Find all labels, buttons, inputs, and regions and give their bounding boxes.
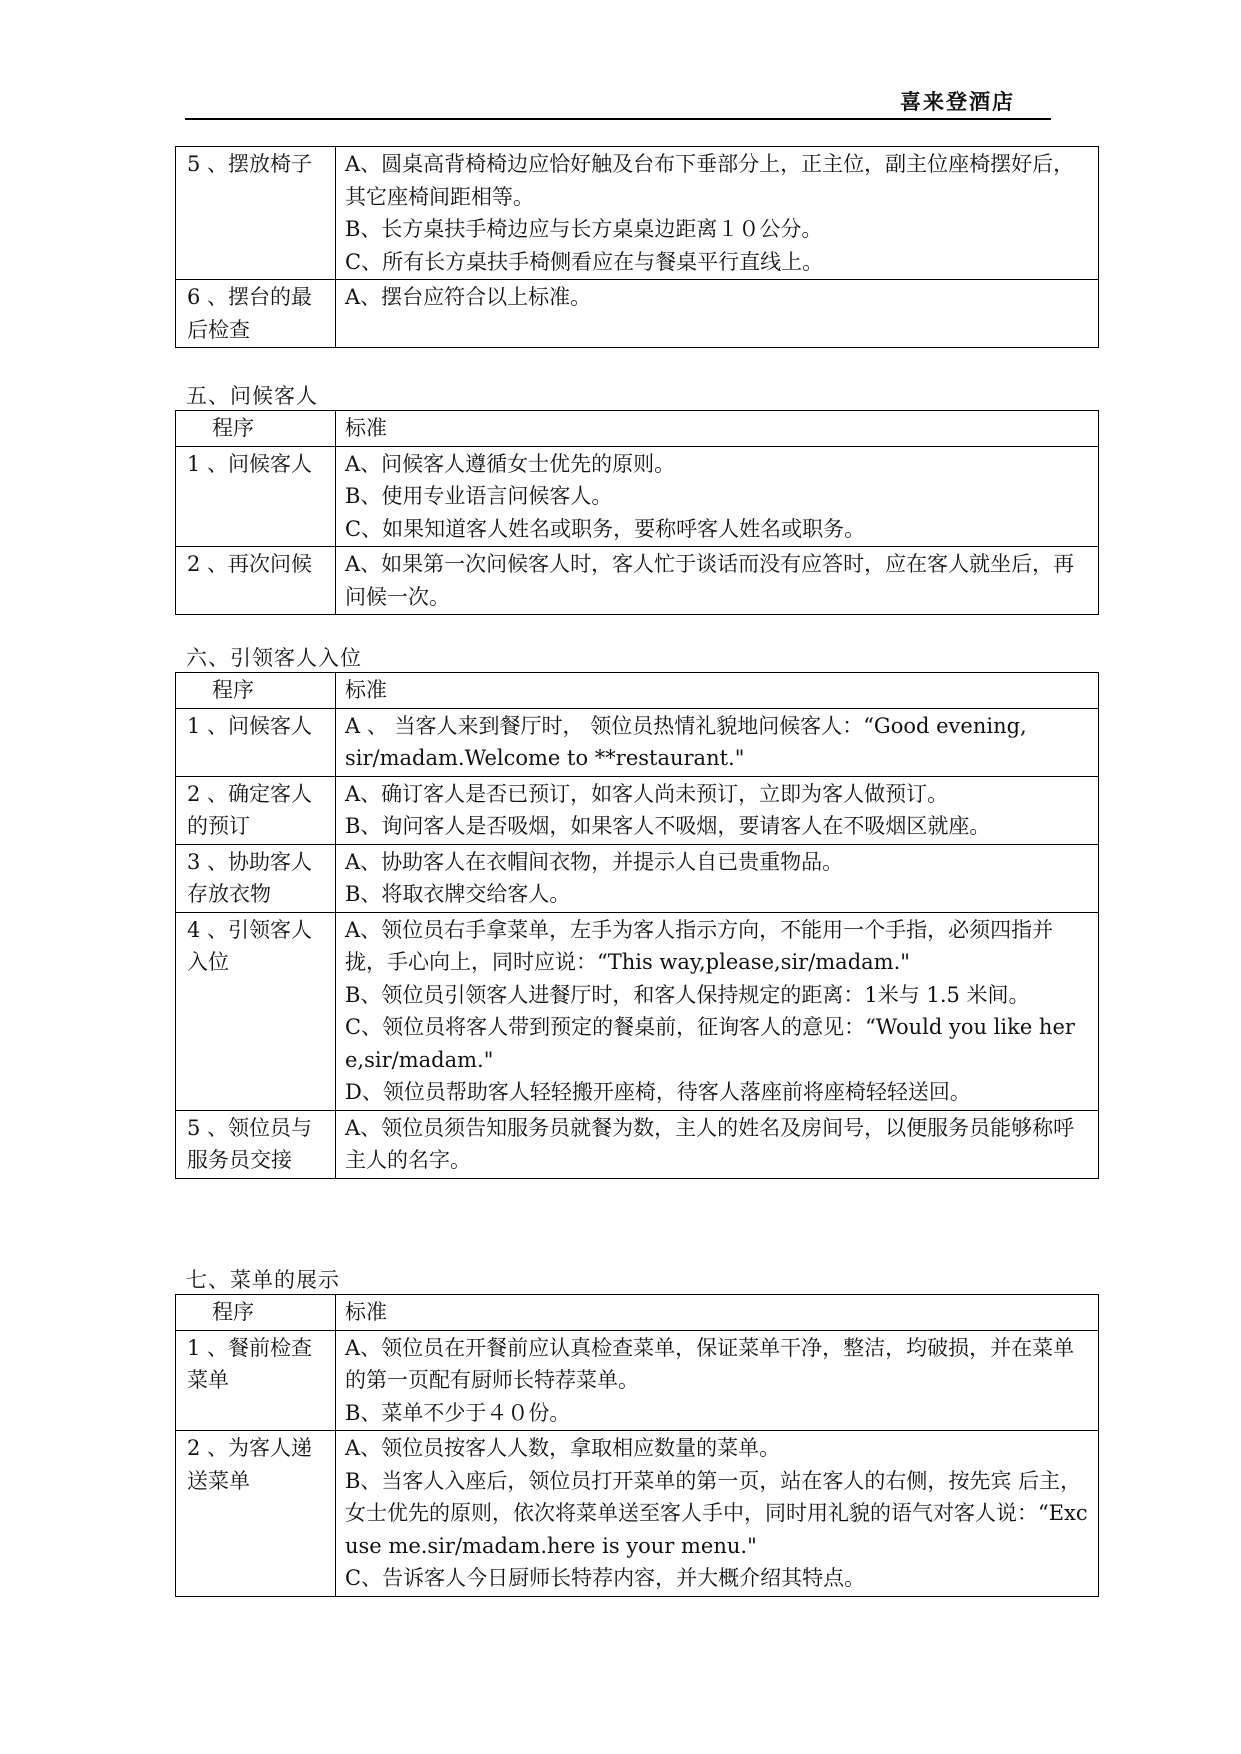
std-line: B、将取衣牌交给客人。: [345, 882, 571, 906]
std-line: A、摆台应符合以上标准。: [345, 285, 592, 309]
col-header-proc: 程序: [176, 411, 336, 447]
table-row: [176, 912, 1099, 1110]
std-line: A、确订客人是否已预订，如客人尚未预订，立即为客人做预订。: [345, 781, 949, 806]
std-cell: [336, 844, 1099, 912]
std-line: A、问候客人遵循女士优先的原则。: [345, 451, 676, 476]
proc-cell: 1 、餐前检查菜单: [176, 1330, 336, 1431]
std-line: B、领位员引领客人进餐厅时，和客人保持规定的距离：1米与 1.5 米间。: [345, 982, 1030, 1007]
std-line: B、询问客人是否吸烟，如果客人不吸烟，要请客人在不吸烟区就座。: [345, 814, 991, 838]
table-greet-guests: [175, 410, 1099, 615]
proc-cell: 1 、问候客人: [176, 446, 336, 547]
table-row: [176, 446, 1099, 547]
proc-cell: 3 、协助客人存放衣物: [176, 844, 336, 912]
table-menu-display: [175, 1294, 1099, 1597]
col-header-std: 标准: [336, 411, 1099, 447]
std-line: A、领位员右手拿菜单，左手为客人指示方向，不能用一个手指，必须四指并拢，手心向上，同时应说：“This way,please,sir/madam.": [345, 917, 1054, 974]
std-line: C、告诉客人今日厨师长特荐内容，并大概介绍其特点。: [345, 1566, 866, 1590]
proc-cell: 5 、摆放椅子: [176, 147, 336, 280]
table-row: [176, 776, 1099, 844]
std-line: C、如果知道客人姓名或职务，要称呼客人姓名或职务。: [345, 516, 866, 541]
std-line: D、领位员帮助客人轻轻搬开座椅，待客人落座前将座椅轻轻送回。: [345, 1080, 971, 1104]
std-line: A、圆桌高背椅椅边应恰好触及台布下垂部分上，正主位，副主位座椅摆好后，其它座椅间距相等。: [345, 152, 1075, 209]
std-line: C、领位员将客人带到预定的餐桌前，征询客人的意见：“Would you like here,sir/madam.": [345, 1015, 1075, 1072]
proc-cell: 5 、领位员与服务员交接: [176, 1110, 336, 1178]
std-line: C、所有长方桌扶手椅侧看应在与餐桌平行直线上。: [345, 249, 824, 274]
col-header-std: 标准: [336, 1295, 1099, 1331]
std-line: B、菜单不少于４０份。: [345, 1400, 571, 1425]
std-cell: [336, 1110, 1099, 1178]
table-row: [176, 1110, 1099, 1178]
table-row: [176, 280, 1099, 348]
std-cell: [336, 776, 1099, 844]
std-line: A、协助客人在衣帽间衣物，并提示人自已贵重物品。: [345, 849, 844, 874]
section-title-greet: 五、问候客人: [186, 384, 318, 408]
std-line: B、长方桌扶手椅边应与长方桌桌边距离１０公分。: [345, 217, 823, 241]
std-line: A、领位员须告知服务员就餐为数，主人的姓名及房间号，以便服务员能够称呼主人的名字。: [345, 1115, 1075, 1172]
table-header-row: [176, 411, 1099, 447]
std-line: A 、 当客人来到餐厅时， 领位员热情礼貌地问候客人：“Good evening,: [345, 713, 1027, 738]
proc-cell: 2 、再次问候: [176, 547, 336, 615]
table-row: [176, 147, 1099, 280]
std-line: A、领位员在开餐前应认真检查菜单，保证菜单干净，整洁，均破损，并在菜单的第一页配有厨师长特荐菜单。: [345, 1335, 1075, 1392]
std-line: B、当客人入座后，领位员打开菜单的第一页，站在客人的右侧，按先宾 后主，女士优先的原则，依次将菜单送至客人手中，同时用礼貌的语气对客人说：“Excuse me.sir/madam.here is your menu.": [345, 1468, 1088, 1558]
proc-cell: 2 、为客人递送菜单: [176, 1431, 336, 1597]
col-header-proc: 程序: [176, 673, 336, 709]
col-header-std: 标准: [336, 673, 1099, 709]
hotel-name: 喜来登酒店: [900, 89, 1015, 114]
table-row: [176, 1330, 1099, 1431]
table-row: [176, 844, 1099, 912]
proc-cell: 4 、引领客人入位: [176, 912, 336, 1110]
table-row: [176, 708, 1099, 776]
std-cell: [336, 1431, 1099, 1597]
std-line: A、领位员按客人人数，拿取相应数量的菜单。: [345, 1436, 781, 1460]
table-row: [176, 1431, 1099, 1597]
std-line: B、使用专业语言问候客人。: [345, 484, 613, 508]
std-cell: [336, 1330, 1099, 1431]
section-title-menu: 七、菜单的展示: [186, 1268, 340, 1292]
table-header-row: [176, 673, 1099, 709]
std-cell: [336, 912, 1099, 1110]
section-title-seating: 六、引领客人入位: [186, 646, 362, 670]
proc-cell: 6 、摆台的最后检查: [176, 280, 336, 348]
table-chair-setup: [175, 146, 1099, 348]
table-row: [176, 547, 1099, 615]
page-header: [185, 86, 1051, 120]
table-header-row: [176, 1295, 1099, 1331]
std-cell: [336, 446, 1099, 547]
proc-cell: 2 、确定客人的预订: [176, 776, 336, 844]
std-cell: [336, 280, 1099, 348]
std-cell: [336, 547, 1099, 615]
std-line: A、如果第一次问候客人时，客人忙于谈话而没有应答时，应在客人就坐后，再问候一次。: [345, 552, 1075, 609]
std-line: sir/madam.Welcome to **restaurant.": [345, 746, 745, 770]
proc-cell: 1 、问候客人: [176, 708, 336, 776]
std-cell: [336, 147, 1099, 280]
std-cell: [336, 708, 1099, 776]
table-seat-guests: [175, 672, 1099, 1179]
col-header-proc: 程序: [176, 1295, 336, 1331]
